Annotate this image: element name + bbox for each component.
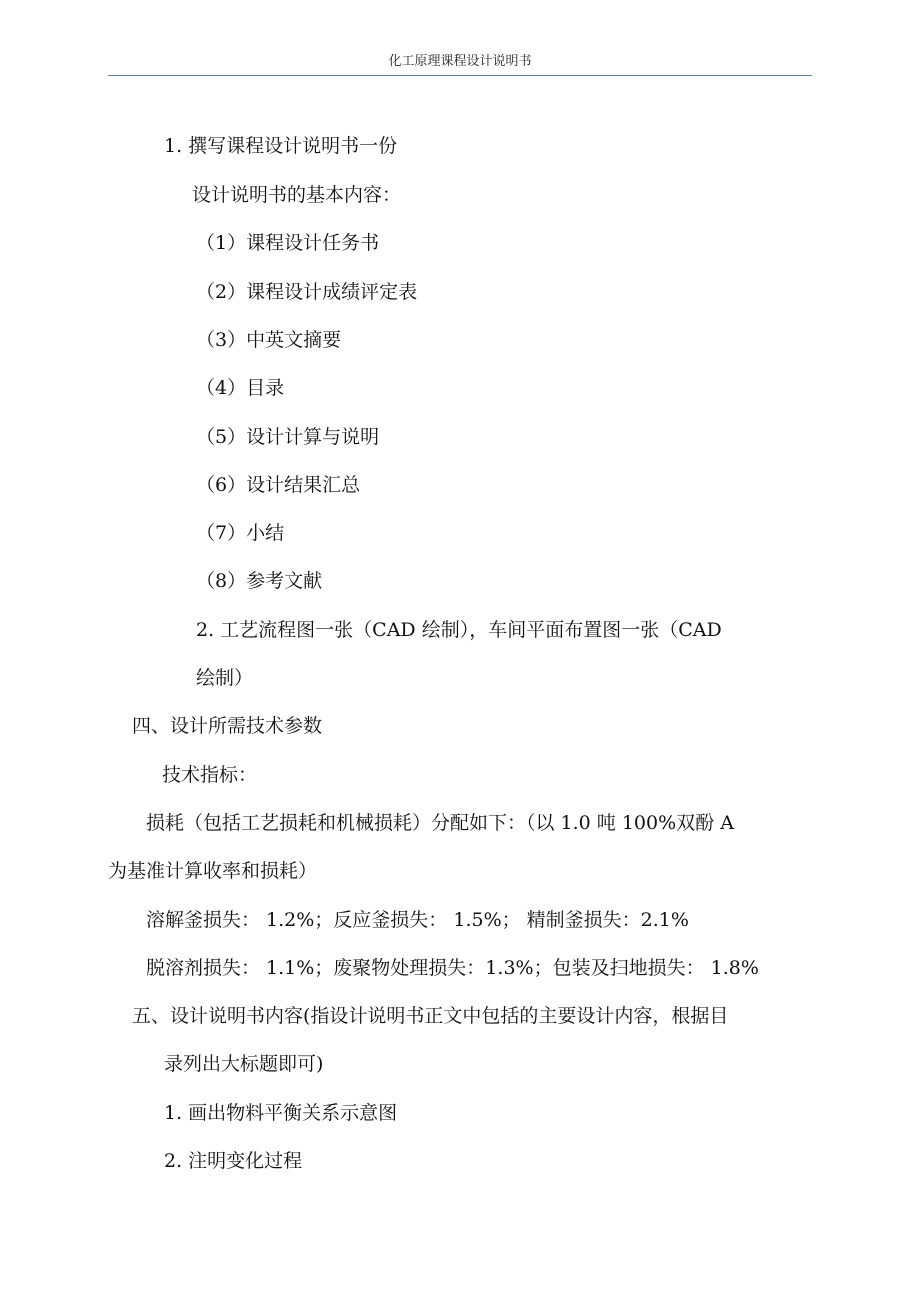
page-header: 化工原理课程设计说明书 — [388, 54, 532, 69]
item-1: 1. 撰写课程设计说明书一份 — [164, 135, 398, 157]
toc-item-8: （8）参考文献 — [196, 570, 323, 592]
tech-index-label: 技术指标： — [162, 764, 258, 786]
header-rule — [108, 75, 812, 76]
item-2-line-1: 2. 工艺流程图一张（CAD 绘制），车间平面布置图一张（CAD — [196, 619, 722, 641]
toc-item-1: （1）课程设计任务书 — [196, 232, 380, 254]
toc-item-3: （3）中英文摘要 — [196, 329, 342, 351]
section-4-heading: 四、设计所需技术参数 — [132, 715, 323, 737]
loss-values-line-2: 脱溶剂损失： 1.1%；废聚物处理损失：1.3%；包装及扫地损失： 1.8% — [146, 957, 759, 979]
toc-item-2: （2）课程设计成绩评定表 — [196, 281, 418, 303]
basic-content-label: 设计说明书的基本内容： — [192, 184, 402, 206]
section-5-heading-line-1: 五、设计说明书内容(指设计说明书正文中包括的主要设计内容，根据目 — [132, 1005, 729, 1027]
toc-item-4: （4）目录 — [196, 377, 285, 399]
toc-item-7: （7）小结 — [196, 522, 285, 544]
toc-item-6: （6）设计结果汇总 — [196, 474, 361, 496]
loss-values-line-1: 溶解釜损失： 1.2%；反应釜损失： 1.5%； 精制釜损失：2.1% — [146, 909, 689, 931]
section-5-heading-line-2: 录列出大标题即可) — [164, 1053, 324, 1075]
item-2-line-2: 绘制） — [196, 667, 254, 689]
toc-item-5: （5）设计计算与说明 — [196, 426, 380, 448]
loss-allocation-line-2: 为基准计算收率和损耗） — [108, 860, 318, 882]
section-5-item-1: 1. 画出物料平衡关系示意图 — [164, 1102, 398, 1124]
loss-allocation-line-1: 损耗（包括工艺损耗和机械损耗）分配如下：（以 1.0 吨 100%双酚 A — [146, 812, 734, 834]
section-5-item-2: 2. 注明变化过程 — [164, 1150, 303, 1172]
